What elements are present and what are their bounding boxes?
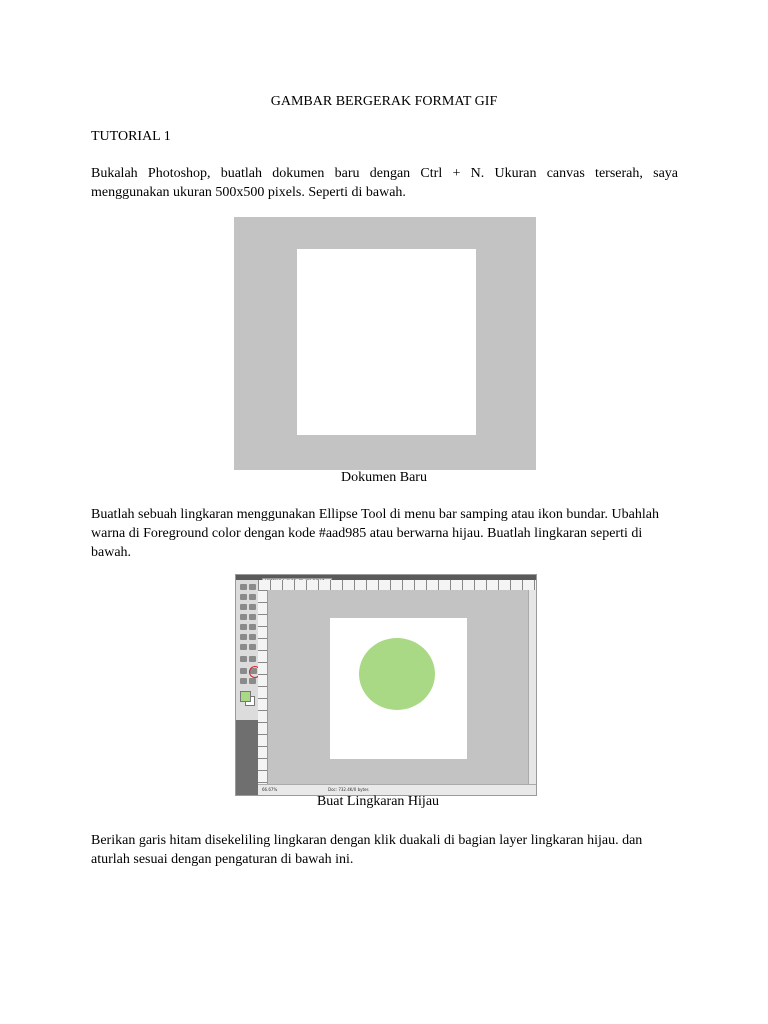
pen-tool-icon (240, 656, 247, 662)
crop-tool-icon (240, 604, 247, 610)
slice-tool-icon (249, 604, 256, 610)
photoshop-canvas (330, 618, 467, 759)
zoom-level: 66.67% (262, 787, 278, 792)
doc-info: Doc: 732.4K/0 bytes (328, 787, 369, 792)
paragraph-1: Bukalah Photoshop, buatlah dokumen baru dengan Ctrl + N. Ukuran canvas terserah, saya menggunakan ukuran 500x500 pixels. Seperti di bawah. (91, 166, 678, 200)
paragraph-3: Berikan garis hitam disekeliling lingkaran dengan klik duakali di bagian layer lingkaran hijau. dan aturlah sesuai dengan pengaturan di bawah ini. (91, 833, 643, 867)
caption-1: Dokumen Baru (341, 470, 427, 485)
foreground-color-swatch (240, 691, 251, 702)
blank-canvas (297, 249, 476, 435)
zoom-tool-icon (249, 678, 256, 684)
document-title: GAMBAR BERGERAK FORMAT GIF (270, 94, 498, 109)
brush-tool-icon (249, 614, 256, 620)
vertical-scrollbar (528, 590, 536, 786)
green-circle (359, 638, 435, 710)
hand-tool-icon (240, 678, 247, 684)
heal-tool-icon (240, 614, 247, 620)
wand-tool-icon (249, 594, 256, 600)
path-select-icon (240, 668, 247, 674)
tutorial-heading: TUTORIAL 1 (91, 129, 171, 144)
history-brush-icon (249, 624, 256, 630)
paragraph-2: Buatlah sebuah lingkaran menggunakan Ellipse Tool di menu bar samping atau ikon bundar. Ubahlah warna di Foreground color dengan kode #aad985 atau berwarna hijau. Buatlah lingkaran seperti di bawah. (91, 507, 659, 560)
move-tool-icon (240, 584, 247, 590)
blur-tool-icon (240, 644, 247, 650)
lasso-tool-icon (240, 594, 247, 600)
dodge-tool-icon (249, 644, 256, 650)
panel-dark-area (236, 720, 259, 796)
toolbox-panel (236, 580, 259, 720)
stamp-tool-icon (240, 624, 247, 630)
gradient-tool-icon (249, 634, 256, 640)
marquee-tool-icon (249, 584, 256, 590)
ruler-vertical (258, 590, 268, 786)
figure-new-document (234, 217, 536, 470)
eraser-tool-icon (240, 634, 247, 640)
figure-photoshop-screenshot (235, 574, 537, 796)
workspace-area (268, 590, 530, 786)
type-tool-icon (249, 656, 256, 662)
caption-2: Buat Lingkaran Hijau (316, 794, 440, 809)
